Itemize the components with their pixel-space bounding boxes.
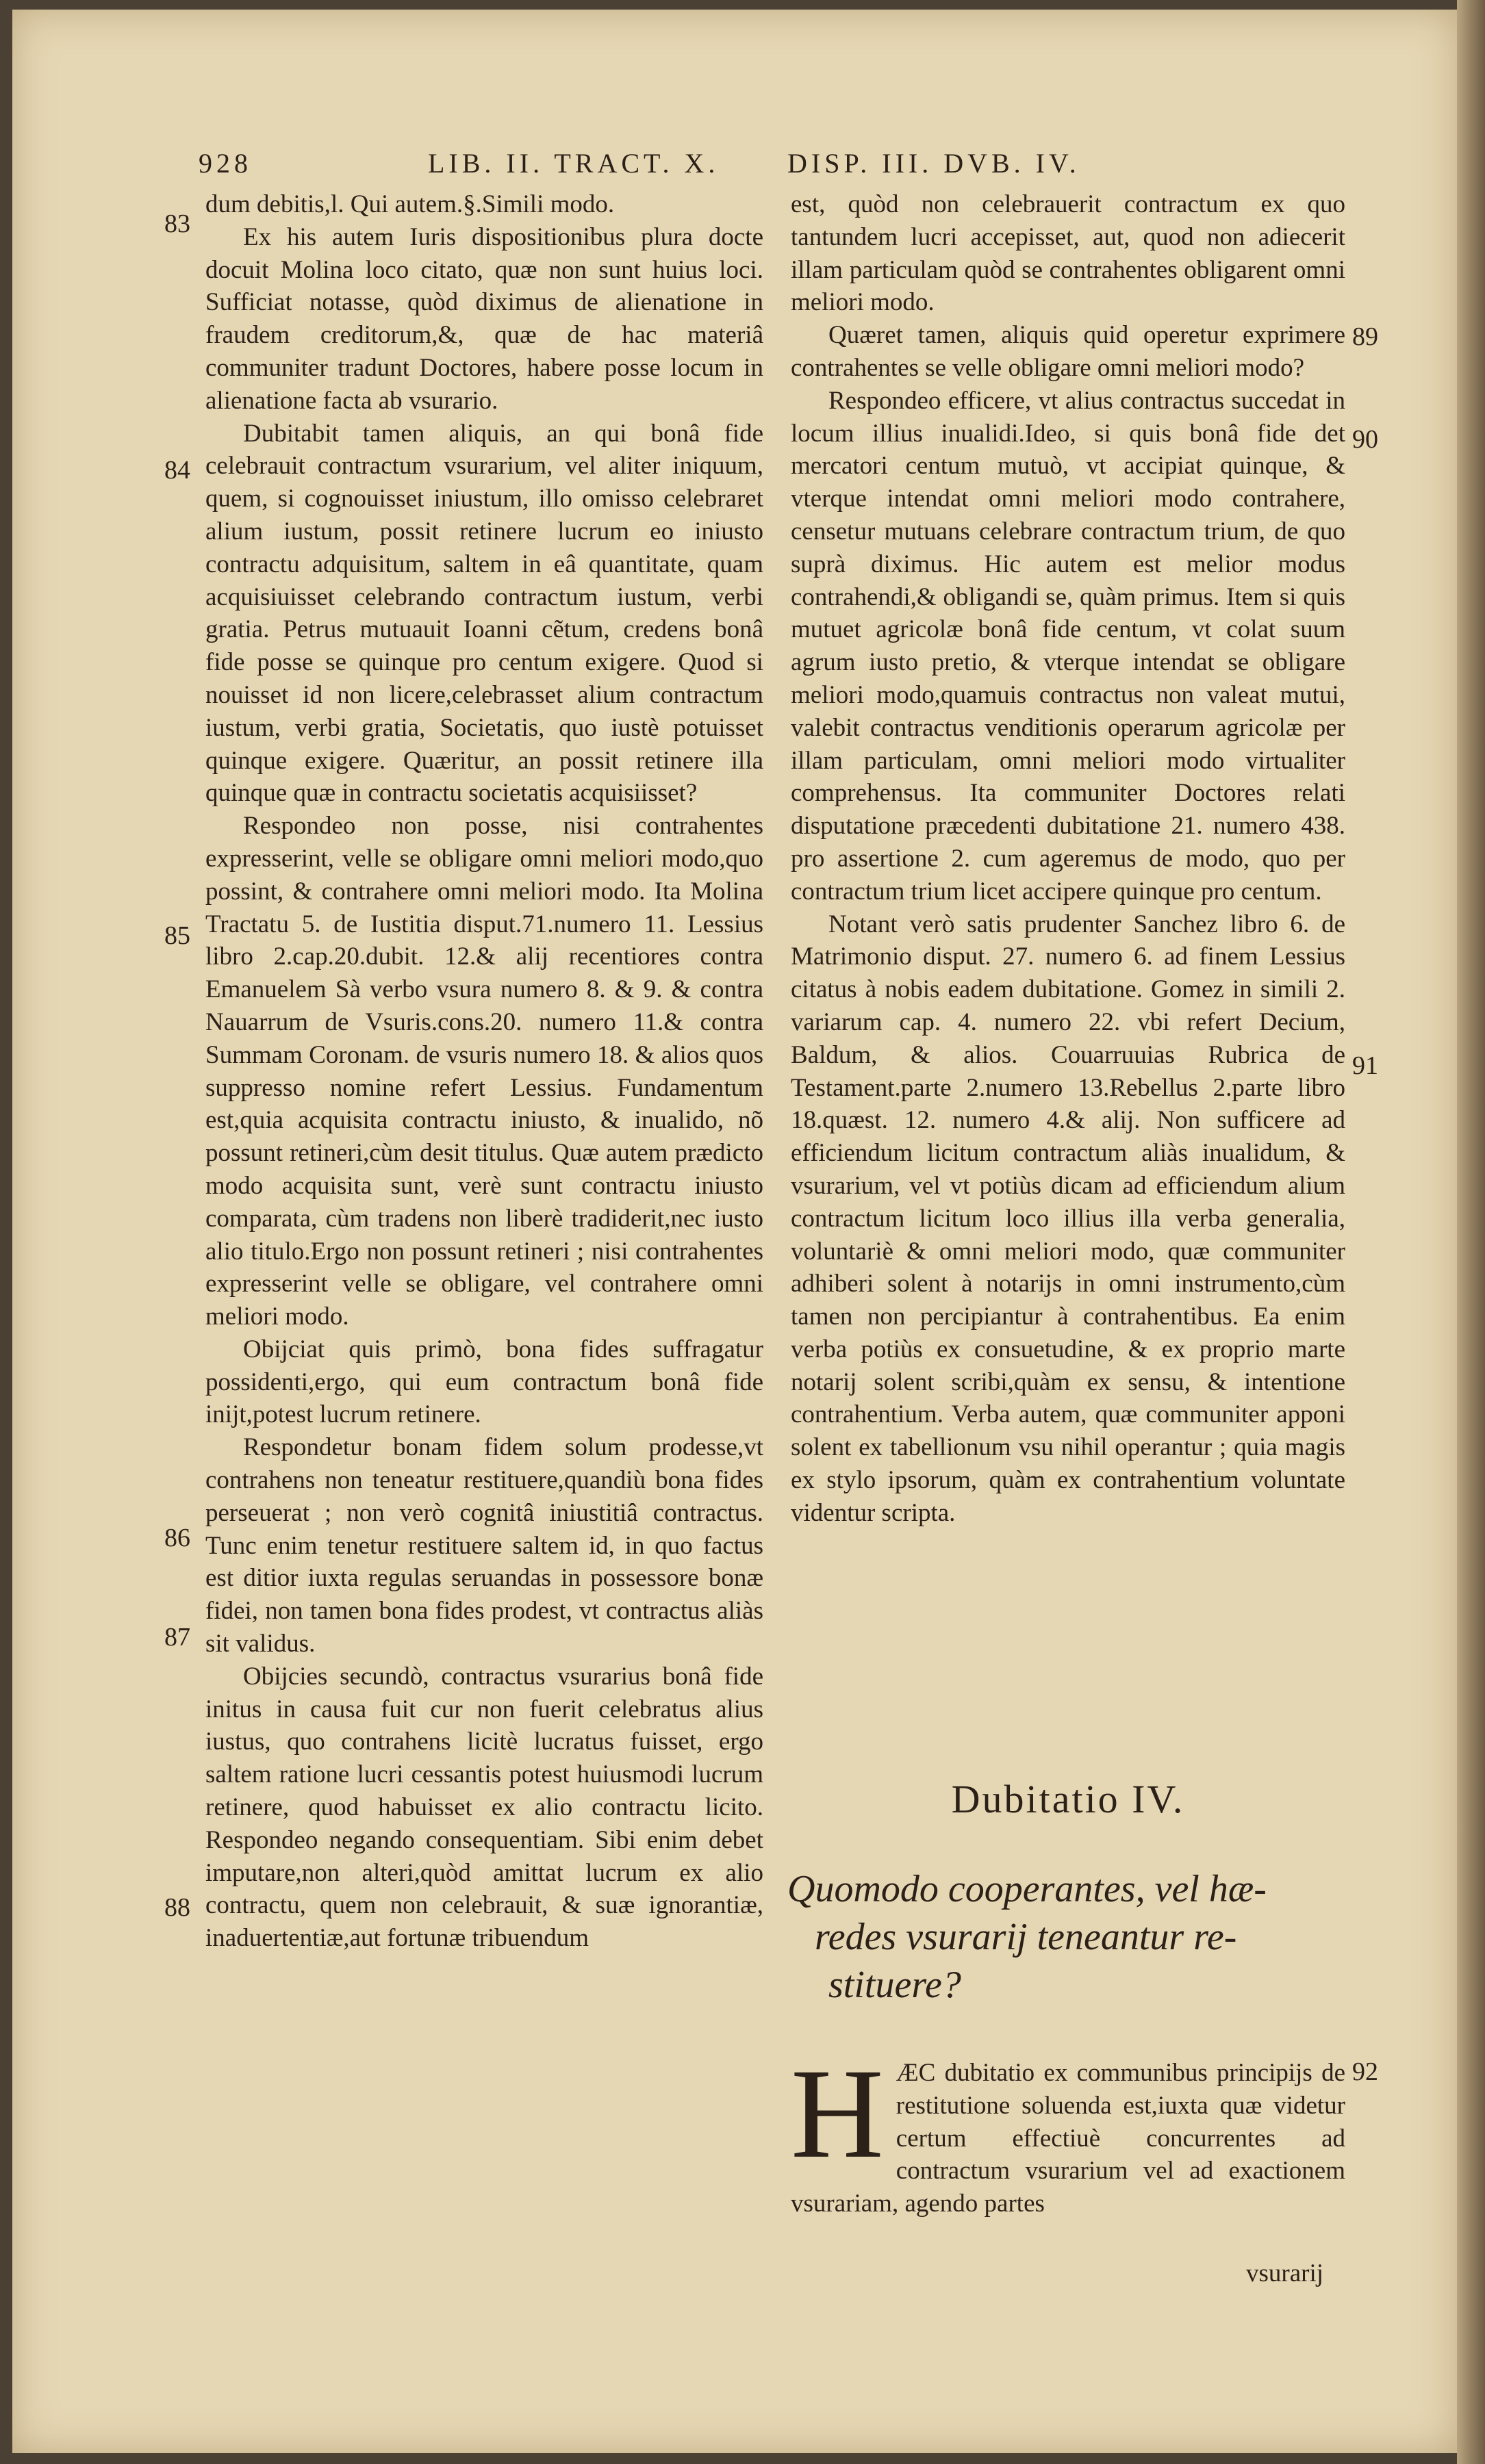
left-column bbox=[205, 188, 763, 1955]
margin-number: 84 bbox=[164, 456, 190, 485]
margin-number: 86 bbox=[164, 1524, 190, 1552]
question-line: Quomodo cooperantes, vel hæ- bbox=[787, 1868, 1267, 1910]
paragraph: Dubitabit tamen aliquis, an qui bonâ fide celebrauit contractum vsurarium, vel aliter iniquum, quem, si cognouisset iniustum, illo omisso celebraret alium iustum, possit retinere lucrum eo iniusto contractu adquisitum, saltem in eâ quantitate, quam acquisiuisset celebrando contractum iustum, verbi gratia. Petrus mutuauit Ioanni cẽtum, credens bonâ fide posse se quinque pro centum exigere. Quod si nouisset id non licere,celebrasset alium contractum iustum, verbi gratia, Societatis, quo iustè potuisset quinque exigere. Quæritur, an possit retinere illa quinque quæ in contractu societatis acquisiisset? bbox=[205, 419, 763, 808]
margin-number: 91 bbox=[1352, 1051, 1378, 1080]
paragraph: Ex his autem Iuris dispositionibus plura docte docuit Molina loco citato, quæ non sunt huius loci. Sufficiat notasse, quòd diximus de alienatione in fraudem creditorum,&, quæ de hac materiâ communiter tradunt Doctores, habere posse locum in alienatione facta ab vsurario. bbox=[205, 222, 763, 415]
question-line: redes vsurarij teneantur re- bbox=[815, 1916, 1237, 1958]
book-reference: LIB. II. TRACT. X. bbox=[428, 148, 720, 179]
intro-text: ÆC dubitatio ex communibus principijs de restitutione soluenda est,iuxta quæ videtur certum effectiuè concurrentes ad contractum vsurarium vel ad exactionem vsurariam, agendo partes bbox=[791, 2059, 1345, 2218]
right-column bbox=[791, 188, 1345, 1530]
margin-number: 87 bbox=[164, 1623, 190, 1652]
margin-number: 85 bbox=[164, 921, 190, 950]
paragraph: Respondeo efficere, vt alius contractus succedat in locum illius inualidi.Ideo, si quis bonâ fide det mercatori centum mutuò, vt accipiat quinque, & vterque intendat omni meliori modo contrahere, censetur mutuans celebrare contractum trium, de quo suprà diximus. Hic autem est melior modus contrahendi,& obligandi se, quàm primus. Item si quis mutuet agricolæ bonâ fide centum, vt colat suum agrum iusto pretio, & vterque intendat se obligare meliori modo,quamuis contractus non valeat mutui, valebit contractus venditionis operarum agricolæ per illam particulam, omni meliori modo virtualiter comprehensus. Ita communiter Doctores relati disputatione præcedenti dubitatione 21. numero 438. pro assertione 2. cum ageremus de modo, quo per contractum trium licet accipere quinque pro centum. bbox=[791, 386, 1345, 906]
paragraph: Respondeo non posse, nisi contrahentes expresserint, velle se obligare omni meliori modo,quo possint, & contrahere omni meliori modo. Ita Molina Tractatu 5. de Iustitia disput.71.numero 11. Lessius libro 2.cap.20.dubit. 12.& alij recentiores contra Emanuelem Sà verbo vsura numero 8. & 9. & contra Nauarrum de Vsuris.cons.20. numero 11.& contra Summam Coronam. de vsuris numero 18. & alios quos suppresso nomine refert Lessius. Fundamentum est,quia acquisita contractu iniusto, & inualido, nõ possunt retineri,cùm desit titulus. Quæ autem prædicto modo acquisita sunt, verè sunt contractu iniusto comparata, cùm tradens non liberè tradiderit,nec iusto alio titulo.Ergo non possunt retineri ; nisi contrahentes expresserint velle se obligare, vel contrahere omni meliori modo. bbox=[205, 812, 763, 1331]
margin-number: 89 bbox=[1352, 322, 1378, 351]
margin-number: 90 bbox=[1352, 425, 1378, 454]
paragraph: Notant verò satis prudenter Sanchez libro 6. de Matrimonio disput. 27. numero 6. ad finem Lessius citatus à nobis eadem dubitatione. Gomez in simili 2. variarum cap. 4. numero 22. vbi refert Decium, Baldum, & alios. Couarruuias Rubrica de Testament.parte 2.numero 13.Rebellus 2.parte libro 18.quæst. 12. numero 4.& alij. Non sufficere ad efficiendum licitum contractum aliàs inualidum, & vsurarium, vel vt potiùs dicam ad efficiendum alium contractum licitum loco illius illa verba generalia, voluntariè & omni meliori modo, quæ communiter adhiberi solent à notarijs in omni instrumento,cùm tamen non percipiantur à contrahentibus. Ea enim verba potiùs ex consuetudine, & ex proprio marte notarij solent scribi,quàm ex sensu, & intentione contrahentium. Verba autem, quæ communiter apponi solent ex tabellionum vsu nihil operantur ; quia magis ex stylo ipsorum, quàm ex contrahentium voluntate videntur scripta. bbox=[791, 910, 1345, 1527]
paragraph: Obijcies secundò, contractus vsurarius bonâ fide initus in causa fuit cur non fuerit celebratus alius iustus, quo contrahens licitè lucratus fuisset, ergo saltem ratione lucri cessantis potest huiusmodi lucrum retinere, quod habuisset ex alio contractu licito. Respondeo negando consequentiam. Sibi enim debet imputare,non alteri,quòd amittat lucrum ex alio contractu, quem non celebrauit, & suæ ignorantiæ, inaduertentiæ,aut fortunæ tribuendum bbox=[205, 1662, 763, 1953]
intro-paragraph bbox=[791, 2042, 1345, 2220]
catchword: vsurarij bbox=[1246, 2259, 1324, 2287]
drop-cap: H bbox=[791, 2042, 884, 2185]
margin-number: 88 bbox=[164, 1893, 190, 1922]
page-gutter bbox=[1457, 0, 1485, 2464]
paragraph: Quæret tamen, aliquis quid operetur exprimere contrahentes se velle obligare omni meliori modo? bbox=[791, 321, 1345, 382]
section-heading: Dubitatio IV. bbox=[951, 1777, 1185, 1821]
margin-number: 83 bbox=[164, 209, 190, 238]
paragraph: dum debitis,l. Qui autem.§.Simili modo. bbox=[205, 190, 615, 218]
section-reference: DISP. III. DVB. IV. bbox=[787, 148, 1080, 179]
paragraph: Obijciat quis primò, bona fides suffragatur possidenti,ergo, qui eum contractum bonâ fide inijt,potest lucrum retinere. bbox=[205, 1335, 763, 1429]
paragraph: Respondetur bonam fidem solum prodesse,vt contrahens non teneatur restituere,quandiù bona fides perseuerat ; non verò cognitâ iniustitiâ contractus. Tunc enim tenetur restituere saltem id, in quo factus est ditior iuxta regulas seruandas in possessore bonæ fidei, non tamen bona fides prodest, vt contractus aliàs sit validus. bbox=[205, 1433, 763, 1658]
page-number: 928 bbox=[199, 148, 252, 179]
question-line: stituere? bbox=[828, 1964, 961, 2006]
paragraph: est, quòd non celebrauerit contractum ex quo tantundem lucri accepisset, aut, quod non adiecerit illam particulam quòd se contrahentes obligarent omni meliori modo. bbox=[791, 190, 1345, 317]
section-question bbox=[787, 1865, 1349, 2009]
margin-number: 92 bbox=[1352, 2057, 1378, 2086]
